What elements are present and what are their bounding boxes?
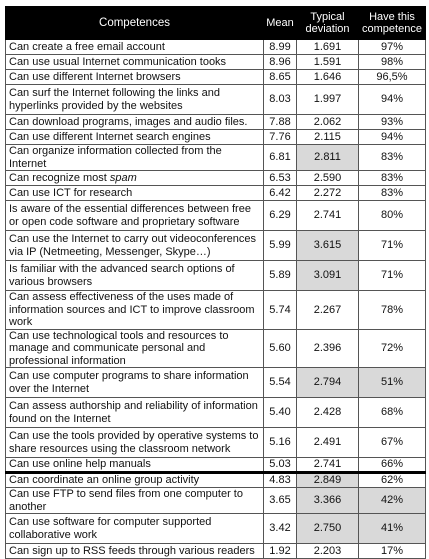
competence-cell: Can assess effectiveness of the uses made of information sources and ICT to improve classroom work — [6, 291, 264, 330]
header-typical-deviation: Typical deviation — [297, 7, 359, 40]
header-row — [6, 7, 426, 40]
table-row — [6, 291, 426, 330]
mean-cell: 8.65 — [264, 70, 297, 85]
deviation-cell: 2.811 — [297, 145, 359, 171]
have-competence-cell: 97% — [359, 40, 426, 55]
mean-cell: 6.42 — [264, 186, 297, 201]
mean-cell: 8.99 — [264, 40, 297, 55]
mean-cell: 3.65 — [264, 488, 297, 514]
have-competence-cell: 72% — [359, 329, 426, 368]
competences-table-container — [5, 6, 425, 559]
table-row — [6, 428, 426, 458]
mean-cell: 7.76 — [264, 130, 297, 145]
competence-cell: Can use software for computer supported collaborative work — [6, 514, 264, 544]
competence-cell: Can organize information collected from the Internet — [6, 145, 264, 171]
competence-cell: Is aware of the essential differences between free or open code software and proprietary software — [6, 201, 264, 231]
mean-cell: 4.83 — [264, 473, 297, 488]
mean-cell: 6.53 — [264, 171, 297, 186]
have-competence-cell: 93% — [359, 115, 426, 130]
mean-cell: 8.96 — [264, 55, 297, 70]
deviation-cell: 2.062 — [297, 115, 359, 130]
mean-cell: 1.92 — [264, 544, 297, 559]
deviation-cell: 2.741 — [297, 201, 359, 231]
have-competence-cell: 51% — [359, 368, 426, 398]
mean-cell: 6.81 — [264, 145, 297, 171]
table-row — [6, 186, 426, 201]
table-row — [6, 70, 426, 85]
have-competence-cell: 17% — [359, 544, 426, 559]
competence-cell: Can use ICT for research — [6, 186, 264, 201]
table-row — [6, 261, 426, 291]
mean-cell: 7.88 — [264, 115, 297, 130]
header-mean: Mean — [264, 7, 297, 40]
table-row — [6, 231, 426, 261]
competence-cell: Can sign up to RSS feeds through various readers — [6, 544, 264, 559]
table-row — [6, 40, 426, 55]
competence-cell: Can use different Internet search engines — [6, 130, 264, 145]
deviation-cell: 2.267 — [297, 291, 359, 330]
mean-cell: 5.99 — [264, 231, 297, 261]
competence-cell: Can use usual Internet communication tooks — [6, 55, 264, 70]
deviation-cell: 1.997 — [297, 85, 359, 115]
have-competence-cell: 94% — [359, 85, 426, 115]
table-row — [6, 514, 426, 544]
deviation-cell: 2.272 — [297, 186, 359, 201]
competence-cell: Can surf the Internet following the links and hyperlinks provided by the websites — [6, 85, 264, 115]
mean-cell: 5.74 — [264, 291, 297, 330]
have-competence-cell: 96,5% — [359, 70, 426, 85]
header-competences: Competences — [6, 7, 264, 40]
competence-cell: Can assess authorship and reliability of information found on the Internet — [6, 398, 264, 428]
have-competence-cell: 68% — [359, 398, 426, 428]
deviation-cell: 2.428 — [297, 398, 359, 428]
mean-cell: 6.29 — [264, 201, 297, 231]
deviation-cell: 1.646 — [297, 70, 359, 85]
table-row — [6, 473, 426, 488]
have-competence-cell: 71% — [359, 231, 426, 261]
competence-cell: Can download programs, images and audio files. — [6, 115, 264, 130]
table-row — [6, 488, 426, 514]
deviation-cell: 3.366 — [297, 488, 359, 514]
competence-cell: Can use online help manuals — [6, 458, 264, 473]
competence-cell: Can use the tools provided by operative systems to share resources using the classroom network — [6, 428, 264, 458]
deviation-cell: 2.794 — [297, 368, 359, 398]
have-competence-cell: 83% — [359, 171, 426, 186]
table-row — [6, 201, 426, 231]
deviation-cell: 3.091 — [297, 261, 359, 291]
table-row — [6, 398, 426, 428]
mean-cell: 5.03 — [264, 458, 297, 473]
table-row — [6, 145, 426, 171]
deviation-cell: 1.591 — [297, 55, 359, 70]
have-competence-cell: 66% — [359, 458, 426, 473]
deviation-cell: 3.615 — [297, 231, 359, 261]
deviation-cell: 2.491 — [297, 428, 359, 458]
mean-cell: 5.89 — [264, 261, 297, 291]
competence-cell: Can use the Internet to carry out videoconferences via IP (Netmeeting, Messenger, Skype…) — [6, 231, 264, 261]
deviation-cell: 1.691 — [297, 40, 359, 55]
have-competence-cell: 42% — [359, 488, 426, 514]
competence-cell: Can coordinate an online group activity — [6, 473, 264, 488]
deviation-cell: 2.590 — [297, 171, 359, 186]
have-competence-cell: 98% — [359, 55, 426, 70]
competence-cell: Can use computer programs to share information over the Internet — [6, 368, 264, 398]
have-competence-cell: 71% — [359, 261, 426, 291]
table-row — [6, 458, 426, 473]
table-row — [6, 544, 426, 559]
table-row — [6, 115, 426, 130]
deviation-cell: 2.115 — [297, 130, 359, 145]
mean-cell: 5.40 — [264, 398, 297, 428]
competence-cell: Can use technological tools and resources to manage and communicate personal and professional information — [6, 329, 264, 368]
mean-cell: 3.42 — [264, 514, 297, 544]
competence-cell: Can create a free email account — [6, 40, 264, 55]
have-competence-cell: 67% — [359, 428, 426, 458]
have-competence-cell: 62% — [359, 473, 426, 488]
competences-table — [5, 6, 426, 559]
competence-cell: Can use FTP to send files from one computer to another — [6, 488, 264, 514]
competence-cell: Can recognize most spam — [6, 171, 264, 186]
table-row — [6, 171, 426, 186]
table-row — [6, 329, 426, 368]
deviation-cell: 2.203 — [297, 544, 359, 559]
table-row — [6, 368, 426, 398]
mean-cell: 5.16 — [264, 428, 297, 458]
deviation-cell: 2.396 — [297, 329, 359, 368]
have-competence-cell: 41% — [359, 514, 426, 544]
competence-cell: Is familiar with the advanced search options of various browsers — [6, 261, 264, 291]
table-row — [6, 85, 426, 115]
table-body — [6, 40, 426, 559]
have-competence-cell: 80% — [359, 201, 426, 231]
have-competence-cell: 83% — [359, 145, 426, 171]
competence-cell: Can use different Internet browsers — [6, 70, 264, 85]
mean-cell: 8.03 — [264, 85, 297, 115]
spam-italic: spam — [109, 171, 137, 184]
mean-cell: 5.54 — [264, 368, 297, 398]
table-header — [6, 7, 426, 40]
deviation-cell: 2.750 — [297, 514, 359, 544]
header-have-competence: Have this competence — [359, 7, 426, 40]
deviation-cell: 2.849 — [297, 473, 359, 488]
mean-cell: 5.60 — [264, 329, 297, 368]
table-row — [6, 130, 426, 145]
table-row — [6, 55, 426, 70]
have-competence-cell: 83% — [359, 186, 426, 201]
have-competence-cell: 78% — [359, 291, 426, 330]
have-competence-cell: 94% — [359, 130, 426, 145]
deviation-cell: 2.741 — [297, 458, 359, 473]
